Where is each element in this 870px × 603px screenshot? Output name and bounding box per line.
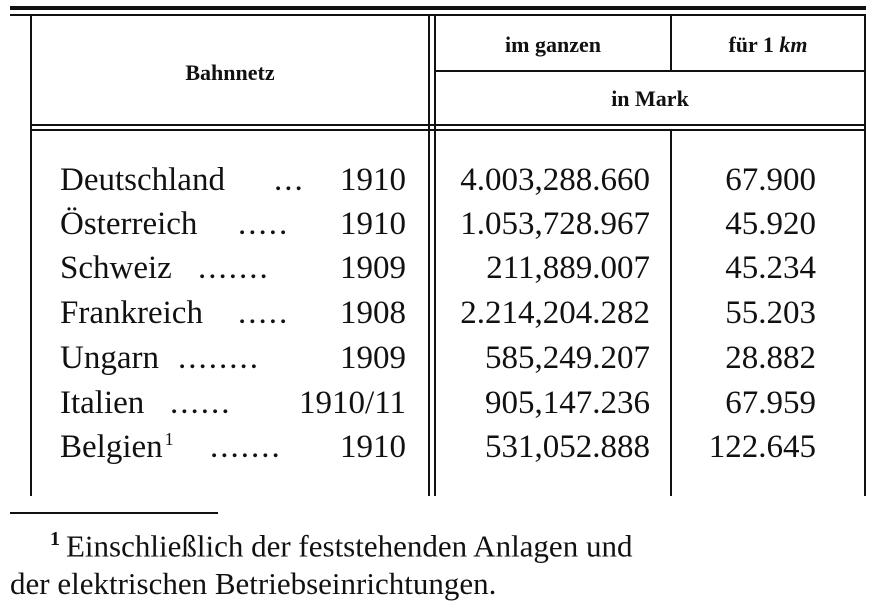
total-value: 585,249.207 [485, 340, 650, 376]
header-im-ganzen: im ganzen [505, 32, 601, 57]
country-name: Schweiz [60, 250, 172, 286]
footnote-text-1: Einschließlich der feststehenden Anlagen und [66, 528, 633, 564]
footnote-rule [10, 512, 218, 514]
year: 1910 [340, 429, 406, 465]
total-value: 211,889.007 [486, 250, 650, 286]
year: 1908 [340, 295, 406, 331]
table-row [60, 340, 406, 380]
table-row [60, 206, 406, 246]
year: 1910 [340, 162, 406, 198]
year: 1909 [340, 340, 406, 376]
header-in-mark: in Mark [611, 86, 689, 111]
leader-dots: ..... [238, 295, 290, 331]
country-name: Österreich [60, 206, 198, 242]
total-value: 4.003,288.660 [460, 162, 650, 198]
per-km-value: 28.882 [725, 340, 816, 376]
leader-dots: ....... [210, 429, 282, 465]
per-km-value: 122.645 [708, 429, 816, 465]
table-row [60, 429, 406, 469]
country-name: Italien [60, 385, 145, 421]
footnote-mark: 1 [50, 528, 60, 550]
header-rule-2 [30, 129, 865, 131]
footnote [10, 520, 860, 603]
divider-1a [428, 16, 430, 496]
footnote-marker: 1 [164, 429, 174, 449]
year: 1910 [340, 206, 406, 242]
total-value: 2.214,204.282 [460, 295, 650, 331]
country-name: Deutschland [60, 162, 225, 198]
total-value: 905,147.236 [485, 385, 650, 421]
country-name: Frankreich [60, 295, 203, 331]
leader-dots: ... [274, 162, 305, 198]
table-row [60, 295, 406, 335]
header-per-km-prefix: für 1 [728, 32, 774, 57]
per-km-value: 55.203 [725, 295, 816, 331]
total-value: 1.053,728.967 [460, 206, 650, 242]
per-km-value: 45.920 [725, 206, 816, 242]
per-km-value: 67.900 [725, 162, 816, 198]
year: 1910/11 [299, 385, 406, 421]
year: 1909 [340, 250, 406, 286]
subheader-rule [435, 70, 865, 72]
header-per-km-unit: km [779, 32, 808, 57]
header-rule-1 [30, 124, 865, 126]
header-per-km [672, 32, 864, 58]
table-row [60, 162, 406, 202]
footnote-line-2: der elektrischen Betriebseinrichtungen. [10, 566, 497, 602]
per-km-value: 67.959 [725, 385, 816, 421]
leader-dots: ..... [238, 206, 290, 242]
total-value: 531,052.888 [485, 429, 650, 465]
top-rule-thick [10, 6, 866, 10]
per-km-value: 45.234 [725, 250, 816, 286]
footnote-line-1 [10, 520, 860, 565]
country-name [60, 429, 174, 466]
top-rule-thin [10, 14, 866, 16]
leader-dots: ........ [178, 340, 260, 376]
leader-dots: ...... [170, 385, 232, 421]
leader-dots: ....... [198, 250, 270, 286]
left-border [30, 16, 32, 496]
country-name: Ungarn [60, 340, 159, 376]
table-row [60, 250, 406, 290]
right-border [864, 16, 866, 496]
table-row [60, 385, 406, 425]
header-bahnnetz: Bahnnetz [185, 60, 275, 85]
country-label: Belgien [60, 429, 163, 465]
